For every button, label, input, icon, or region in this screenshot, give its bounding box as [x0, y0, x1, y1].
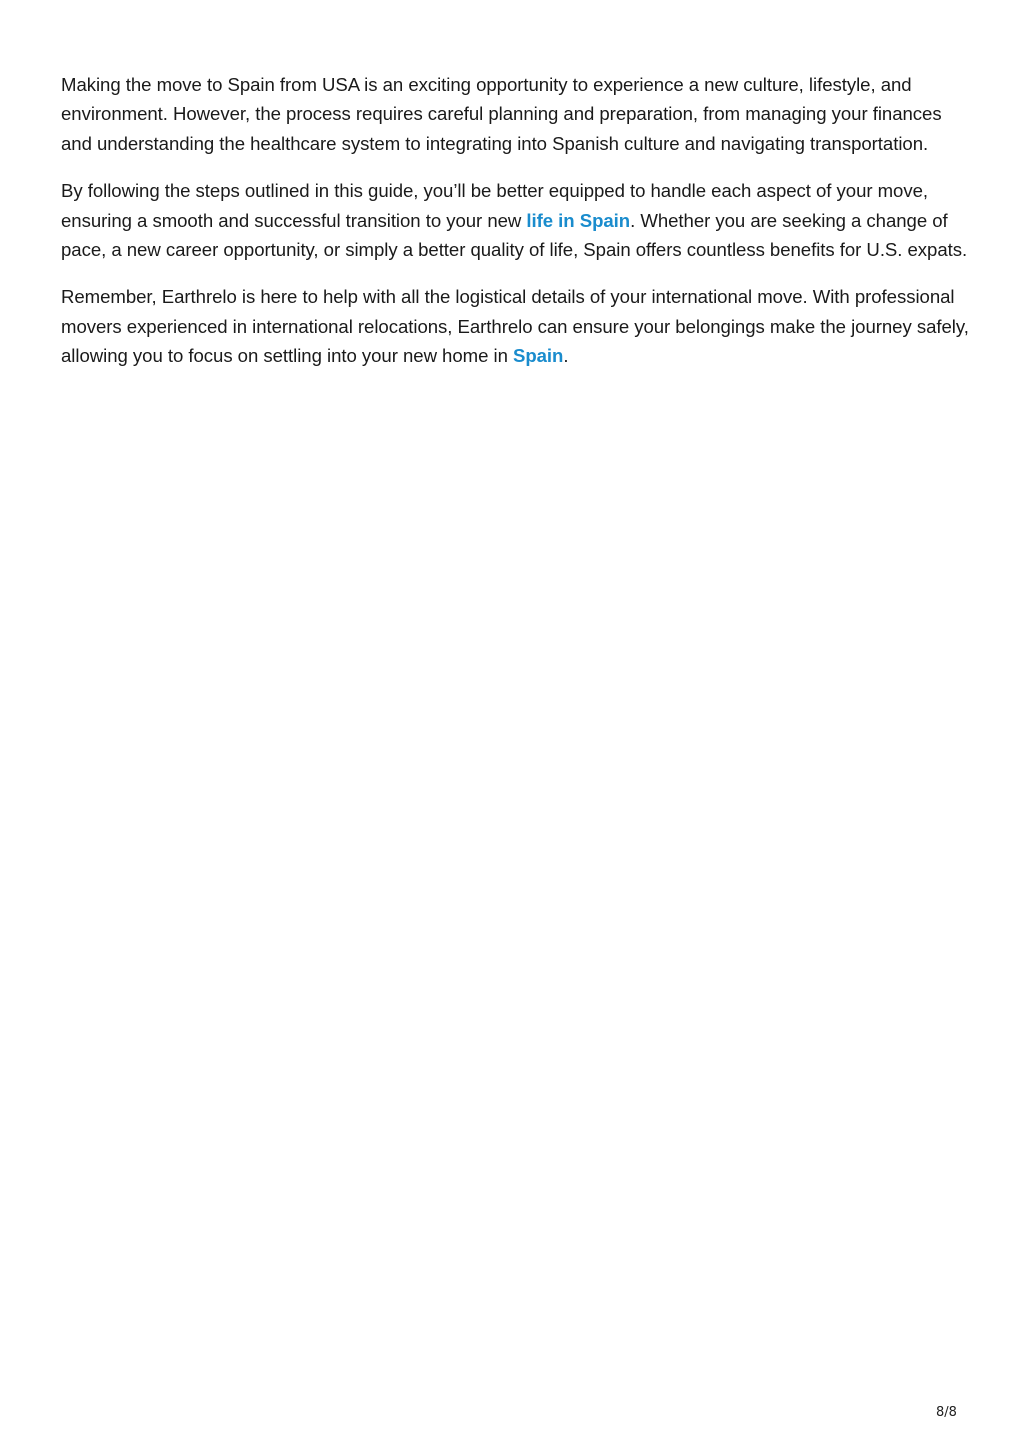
paragraph-text: .: [563, 345, 569, 367]
paragraph-text: . Whether you are seeking a change of pace, a new career opportunity, or simply a better quality of life, Spain offers countless benefits for U.S. expats.: [61, 209, 968, 261]
paragraph-intro: [61, 70, 971, 158]
spain-link[interactable]: Spain: [512, 345, 564, 367]
paragraph-guide: [61, 176, 971, 264]
page-number: 8/8: [936, 1405, 957, 1420]
paragraph-text: By following the steps outlined in this guide, you’ll be better equipped to handle each aspect of your move, ensuring a smooth and successful transition to your new: [61, 180, 929, 231]
paragraph-earthrelo: [61, 282, 971, 370]
paragraph-text: Making the move to Spain from USA is an exciting opportunity to experience a new culture, lifestyle, and environment. However, the process requires careful planning and preparation, from managing your finances and understanding the healthcare system to integrating into Spanish culture and navigating transportation.: [61, 74, 942, 154]
document-body: [61, 70, 971, 389]
paragraph-text: Remember, Earthrelo is here to help with all the logistical details of your international move. With professional movers experienced in international relocations, Earthrelo can ensure your belongings make the journey safely, allowing you to focus on settling into your new home in: [61, 286, 969, 367]
life-in-spain-link[interactable]: life in Spain: [526, 209, 631, 231]
